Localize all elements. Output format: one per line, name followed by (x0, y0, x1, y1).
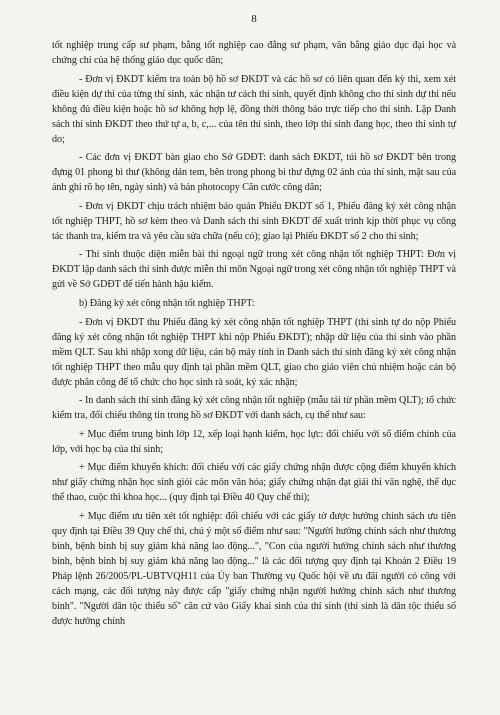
paragraph-handover-records: - Các đơn vị ĐKDT bàn giao cho Sở GDĐT: danh sách ĐKDT, túi hồ sơ ĐKDT bên trong đựng 01 phong bì thư (không dán tem, bên trong phong bì thư đựng 02 ảnh của thí sinh, mặt sau của ảnh ghi rõ họ tên, ngày sinh) và bản photocopy Căn cước công dân; (52, 152, 456, 193)
paragraph-bonus-points: + Mục điểm khuyến khích: đối chiếu với các giấy chứng nhận được cộng điểm khuyến khích như giấy chứng nhận học sinh giỏi các môn văn hóa; giấy chứng nhận đạt giải thi văn nghệ, thể dục thể thao, cuộc thi khoa học... (quy định tại Điều 40 Quy chế thi); (52, 462, 456, 503)
page-number: 8 (251, 13, 257, 25)
paragraph-storage-responsibility: - Đơn vị ĐKDT chịu trách nhiệm bảo quản Phiếu ĐKDT số 1, Phiếu đăng ký xét công nhận tốt nghiệp THPT, hồ sơ kèm theo và Danh sách thí sinh ĐKDT để xuất trình kịp thời phục vụ công tác thanh tra, kiểm tra và yêu cầu sửa chữa (nếu có); giao lại Phiếu ĐKDT số 2 cho thí sinh; (52, 200, 456, 242)
paragraph-verify-registration: - Đơn vị ĐKDT kiểm tra toàn bộ hồ sơ ĐKDT và các hồ sơ có liên quan đến kỳ thi, xem xét điều kiện dự thi của từng thí sinh, xác nhận tư cách thí sinh, quyết định không cho thí sinh dự thi nếu không đủ điều kiện hoặc hồ sơ không hợp lệ, đồng thời thông báo trực tiếp cho thí sinh. Lập Danh sách thí sinh ĐKDT theo thứ tự a, b, c,... của tên thí sinh, theo lớp thí sinh đang học, theo thí sinh tự do; (52, 73, 456, 145)
paragraph-collect-forms: - Đơn vị ĐKDT thu Phiếu đăng ký xét công nhận tốt nghiệp THPT (thí sinh tự do nộp Phiếu đăng ký xét công nhận tốt nghiệp THPT khi nộp Phiếu ĐKDT); nhập dữ liệu của thí sinh vào phần mềm QLT. Sau khi nhập xong dữ liệu, cán bộ máy tính in Danh sách thí sinh đăng ký xét công nhận tốt nghiệp THPT theo mẫu quy định tại phần mềm QLT, giao cho giáo viên chủ nhiệm hoặc cán bộ được phân công để tổ chức cho học sinh rà soát, ký xác nhận; (52, 316, 456, 388)
paragraph-print-list: - In danh sách thí sinh đăng ký xét công nhận tốt nghiệp (mẫu tải từ phần mềm QLT); tổ chức kiểm tra, đối chiếu thông tin trong hồ sơ ĐKDT với danh sách, cụ thể như sau: (52, 395, 456, 421)
section-heading-graduation: b) Đăng ký xét công nhận tốt nghiệp THPT: (79, 297, 255, 309)
paragraph-priority-points: + Mục điểm ưu tiên xét tốt nghiệp: đối chiếu với các giấy tờ được hưởng chính sách ưu tiên quy định tại Điều 39 Quy chế thi, chú ý một số điểm như sau: "Người hưởng chính sách như thương binh, bệnh binh bị suy giảm khả năng lao động...", "Con của người hưởng chính sách như thương binh, bệnh binh bị suy giảm khả năng lao động..." là các đối tượng quy định tại Khoản 2 Điều 19 Pháp lệnh 26/2005/PL-UBTVQH11 của Ủy ban Thường vụ Quốc hội về ưu đãi người có công với cách mạng, các đối tượng này được cấp "giấy chứng nhận người hưởng chính sách như thương binh". "Người dân tộc thiểu số" căn cứ vào Giấy khai sinh của thí sinh (thí sinh là dân tộc thiểu số được hưởng chính (52, 510, 456, 627)
paragraph-grade-average: + Mục điểm trung bình lớp 12, xếp loại hạnh kiểm, học lực: đối chiếu với sổ điểm chính của lớp, với học bạ của thí sinh; (52, 428, 456, 455)
paragraph-language-exemption: - Thí sinh thuộc diện miễn bài thi ngoại ngữ trong xét công nhận tốt nghiệp THPT: Đơn vị ĐKDT lập danh sách thí sinh được miễn thi môn Ngoại ngữ trong xét công nhận tốt nghiệp THPT và gửi về Sở GDĐT để tiến hành hậu kiểm. (52, 249, 456, 290)
paragraph-continuation: tốt nghiệp trung cấp sư phạm, bằng tốt nghiệp cao đẳng sư phạm, văn bằng giáo dục đại học và chứng chỉ của hệ thống giáo dục quốc dân; (52, 40, 456, 66)
